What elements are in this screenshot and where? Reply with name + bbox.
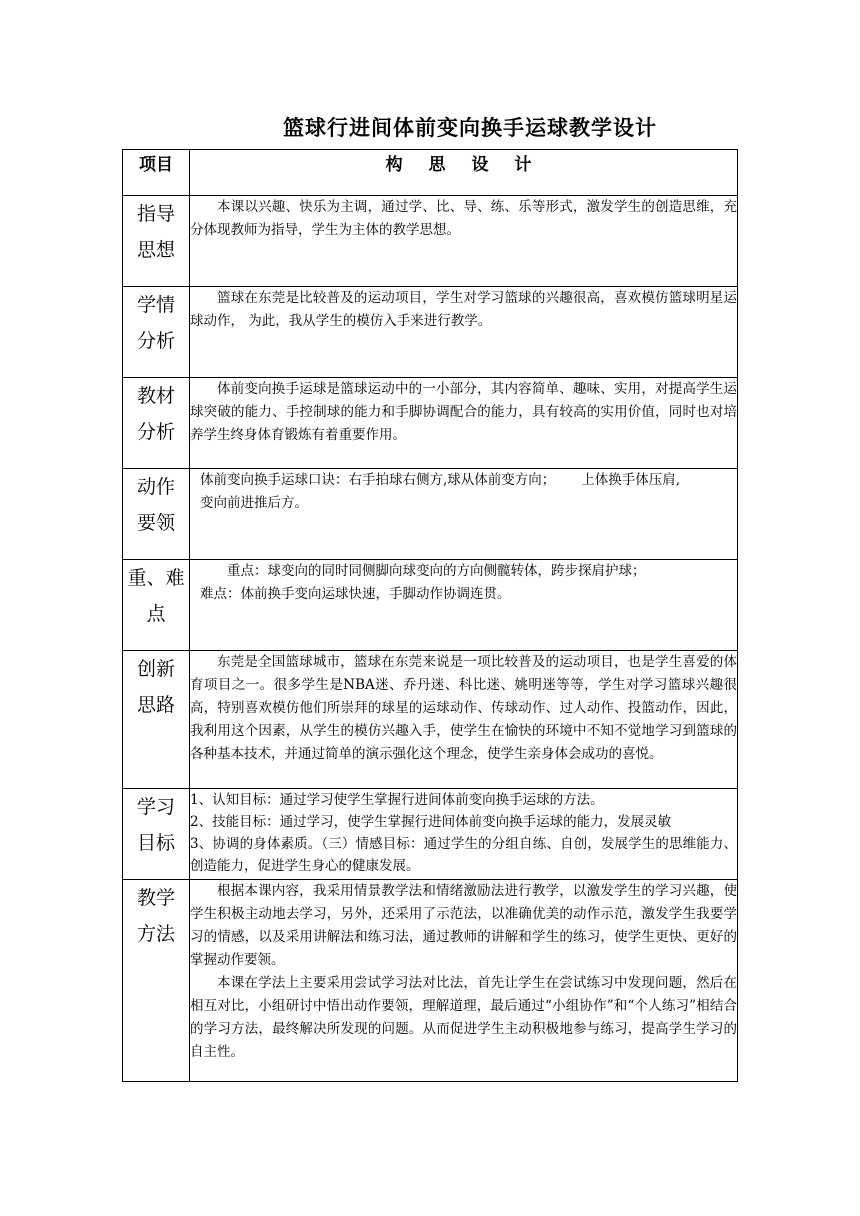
content-paragraph: 东莞是全国篮球城市，篮球在东莞来说是一项比较普及的运动项目，也是学生喜爱的体育项目之一。很多学生是NBA迷、乔丹迷、科比迷、姚明迷等等，学生对学习篮球兴趣很高，特别喜欢模仿他们所崇拜的球星的运球动作、传球动作、过人动作、投篮动作，因此，我利用这个因素，从学生的模仿兴趣入手，使学生在愉快的环境中不知不觉地学习到篮球的各种基本技术，并通过简单的演示强化这个理念，使学生亲身体会成功的喜悦。: [190, 654, 737, 762]
content-paragraph: 3、协调的身体素质。（三）情感目标：通过学生的分组自练、自创，发展学生的思维能力、创造能力，促进学生身心的健康发展。: [190, 836, 737, 874]
row-label: 学习 目标: [123, 789, 190, 880]
document-title: 篮球行进间体前变向换手运球教学设计: [283, 116, 657, 140]
table-row-material-analysis: [123, 378, 738, 469]
header-design-cell: 构 思 设 计: [190, 150, 738, 196]
row-content: [190, 287, 738, 378]
content-paragraph: 本课在学法上主要采用尝试学习法对比法，首先让学生在尝试练习中发现问题，然后在相互对比，小组研讨中悟出动作要领，理解道理，最后通过“小组协作”和“个人练习”相结合的学习方法，最终解决所发现的问题。从而促进学生主动积极地参与练习，提高学生学习的自主性。: [190, 975, 737, 1060]
header-item-cell: 项目: [123, 150, 190, 196]
design-table: [122, 149, 738, 1082]
content-paragraph: 变向前进推后方。: [200, 495, 308, 511]
row-content: [190, 560, 738, 651]
row-content: [190, 469, 738, 560]
row-label: 教学 方法: [123, 880, 190, 1082]
row-label: 重、难 点: [123, 560, 190, 651]
table-row-action-essentials: [123, 469, 738, 560]
row-label: 指导 思想: [123, 196, 190, 287]
content-paragraph: 难点：体前换手变向运球快速，手脚动作协调连贯。: [200, 586, 511, 602]
table-row-learning-objectives: [123, 789, 738, 880]
content-paragraph: 2、技能目标：通过学习，使学生掌握行进间体前变向换手运球的能力，发展灵敏: [190, 814, 672, 830]
table-row-guiding-thought: [123, 196, 738, 287]
row-content: [190, 789, 738, 880]
row-label: 教材 分析: [123, 378, 190, 469]
row-label: 学情 分析: [123, 287, 190, 378]
row-label: 创新 思路: [123, 651, 190, 789]
content-paragraph: 重点：球变向的同时同侧脚向球变向的方向侧髋转体，跨步探肩护球；: [227, 563, 646, 579]
table-header-row: [123, 150, 738, 196]
content-paragraph: 根据本课内容，我采用情景教学法和情绪激励法进行教学，以激发学生的学习兴趣，使学生积极主动地去学习，另外，还采用了示范法，以准确优美的动作示范，激发学生我要学习的情感，以及采用讲解法和练习法，通过教师的讲解和学生的练习，使学生更快、更好的掌握动作要领。: [190, 883, 737, 968]
row-label: 动作 要领: [123, 469, 190, 560]
row-content: [190, 880, 738, 1082]
table-row-learner-analysis: [123, 287, 738, 378]
table-row-innovation: [123, 651, 738, 789]
content-paragraph: 1、认知目标：通过学习使学生掌握行进间体前变向换手运球的方法。: [190, 792, 604, 808]
table-row-key-difficult-points: [123, 560, 738, 651]
content-paragraph: 本课以兴趣、快乐为主调，通过学、比、导、练、乐等形式，激发学生的创造思维，充分体现教师为指导，学生为主体的教学思想。: [190, 199, 737, 238]
content-paragraph: 体前变向换手运球口诀：右手拍球右侧方,球从体前变方向； 上体换手体压肩,: [200, 472, 681, 488]
table-row-teaching-methods: [123, 880, 738, 1082]
content-paragraph: 篮球在东莞是比较普及的运动项目，学生对学习篮球的兴趣很高，喜欢模仿篮球明星运球动作， 为此，我从学生的模仿入手来进行教学。: [190, 290, 737, 329]
row-content: [190, 651, 738, 789]
row-content: [190, 196, 738, 287]
content-paragraph: 体前变向换手运球是篮球运动中的一小部分，其内容简单、趣味、实用，对提高学生运球突破的能力、手控制球的能力和手脚协调配合的能力，具有较高的实用价值，同时也对培养学生终身体育锻炼有着重要作用。: [190, 381, 737, 443]
row-content: [190, 378, 738, 469]
